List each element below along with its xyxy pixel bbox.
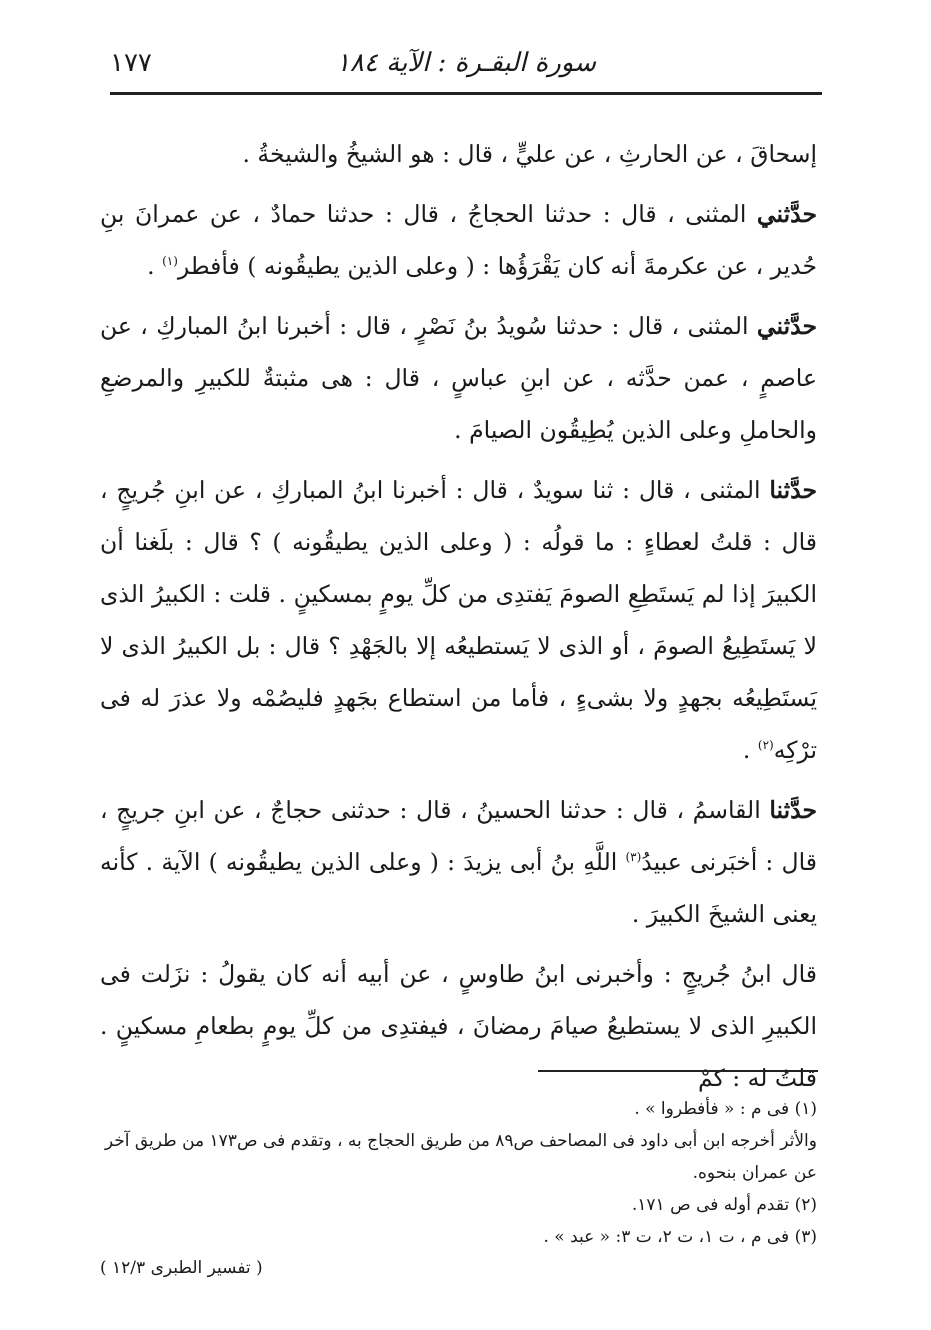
- footnote-marker: (٣): [625, 850, 642, 865]
- paragraph-text: المثنى ، قال : ثنا سويدٌ ، قال : أخبرنا ابنُ المباركِ ، عن ابنِ جُريجٍ ، قال : قلتُ لعطاءٍ : ما قولُه : ( وعلى الذين يطيقُونه ) ؟ قال : بلَغنا أن الكبيرَ إذا لم يَستَطِعِ الصومَ يَفتدِى من كلِّ يومٍ بمسكينٍ . قلت : الكبيرُ الذى لا يَستَطِيعُ الصومَ ، أو الذى لا يَستطيعُه إلا بالجَهْدِ ؟ قال : بل الكبيرُ الذى لا يَستَطِيعُه بجهدٍ ولا بشىءٍ ، فأما من استطاع بجَهدٍ فليصُمْه ولا عذرَ له فى ترْكِه: [100, 476, 817, 764]
- narration-lead: حدَّثنا: [769, 796, 817, 824]
- paragraph-tail: .: [742, 736, 758, 764]
- running-title: سورة البقـرة : الآية ١٨٤: [335, 48, 597, 78]
- header-rule: [110, 92, 822, 95]
- footnotes: [90, 1093, 817, 1253]
- footnote-marker: (١): [162, 254, 178, 269]
- footnote: عن عمران بنحوه.: [692, 1163, 817, 1183]
- paragraph-text: المثنى ، قال : حدثنا سُويدُ بنُ نَصْرٍ ، قال : أخبرنا ابنُ المباركِ ، عن عاصمٍ ، عمن حدَّثه ، عن ابنِ عباسٍ ، قال : هى مثبتةٌ للكبيرِ والمرضعِ والحاملِ وعلى الذين يُطِيقُون الصيامَ .: [100, 312, 817, 444]
- page-header: [110, 44, 822, 94]
- volume-signature: ( تفسير الطبرى ١٢/٣ ): [100, 1258, 263, 1278]
- paragraph-text: المثنى ، قال : حدثنا الحجاجُ ، قال : حدثنا حمادٌ ، عن عمرانَ بنِ حُدير ، عن عكرمةَ أنه كان يَقْرَؤُها : ( وعلى الذين يطيقُونه ) فأفطر: [100, 200, 817, 280]
- footnote: (٢) تقدم أوله فى ص ١٧١.: [631, 1195, 817, 1215]
- page-number: ١٧٧: [110, 48, 152, 78]
- narration-lead: حدَّثني: [756, 200, 817, 228]
- narration-lead: حدَّثنا: [769, 476, 817, 504]
- paragraph: [100, 948, 817, 1104]
- footnote: (٣) فى م ، ت ١، ت ٢، ت ٣: « عبد » .: [543, 1227, 817, 1247]
- paragraph: [100, 128, 817, 180]
- narration-lead: حدَّثني: [756, 312, 817, 340]
- paragraph-tail: اللَّهِ بنُ أبى يزيدَ : ( وعلى الذين يطيقُونه ) الآية . كأنه يعنى الشيخَ الكبيرَ .: [100, 848, 817, 928]
- paragraph-tail: .: [147, 252, 163, 280]
- footnote: والأثر أخرجه ابن أبى داود فى المصاحف ص٨٩ من طريق الحجاج به ، وتقدم فى ص١٧٣ من طريق آخر: [104, 1131, 817, 1151]
- paragraph: [100, 784, 817, 940]
- paragraph: [100, 188, 817, 292]
- paragraph: [100, 300, 817, 456]
- main-text: [100, 128, 817, 1112]
- paragraph: [100, 464, 817, 776]
- paragraph-text: القاسمُ ، قال : حدثنا الحسينُ ، قال : حدثنى حجاجٌ ، عن ابنِ جريجٍ ، قال : أخبَرنى عبيدُ: [100, 796, 817, 876]
- footnote: (١) فى م : « فأفطروا » .: [634, 1099, 817, 1119]
- paragraph-text: إسحاقَ ، عن الحارثِ ، عن عليٍّ ، قال : هو الشيخُ والشيخةُ .: [242, 140, 817, 168]
- paragraph-text: قال ابنُ جُريجٍ : وأخبرنى ابنُ طاوسٍ ، عن أبيه أنه كان يقولُ : نزَلت فى الكبيرِ الذى لا يستطيعُ صيامَ رمضانَ ، فيفتدِى من كلِّ يومٍ بطعامِ مسكينٍ . قلتُ له : كمْ: [100, 960, 817, 1092]
- footnote-marker: (٢): [757, 738, 774, 753]
- footnote-rule: [538, 1070, 818, 1072]
